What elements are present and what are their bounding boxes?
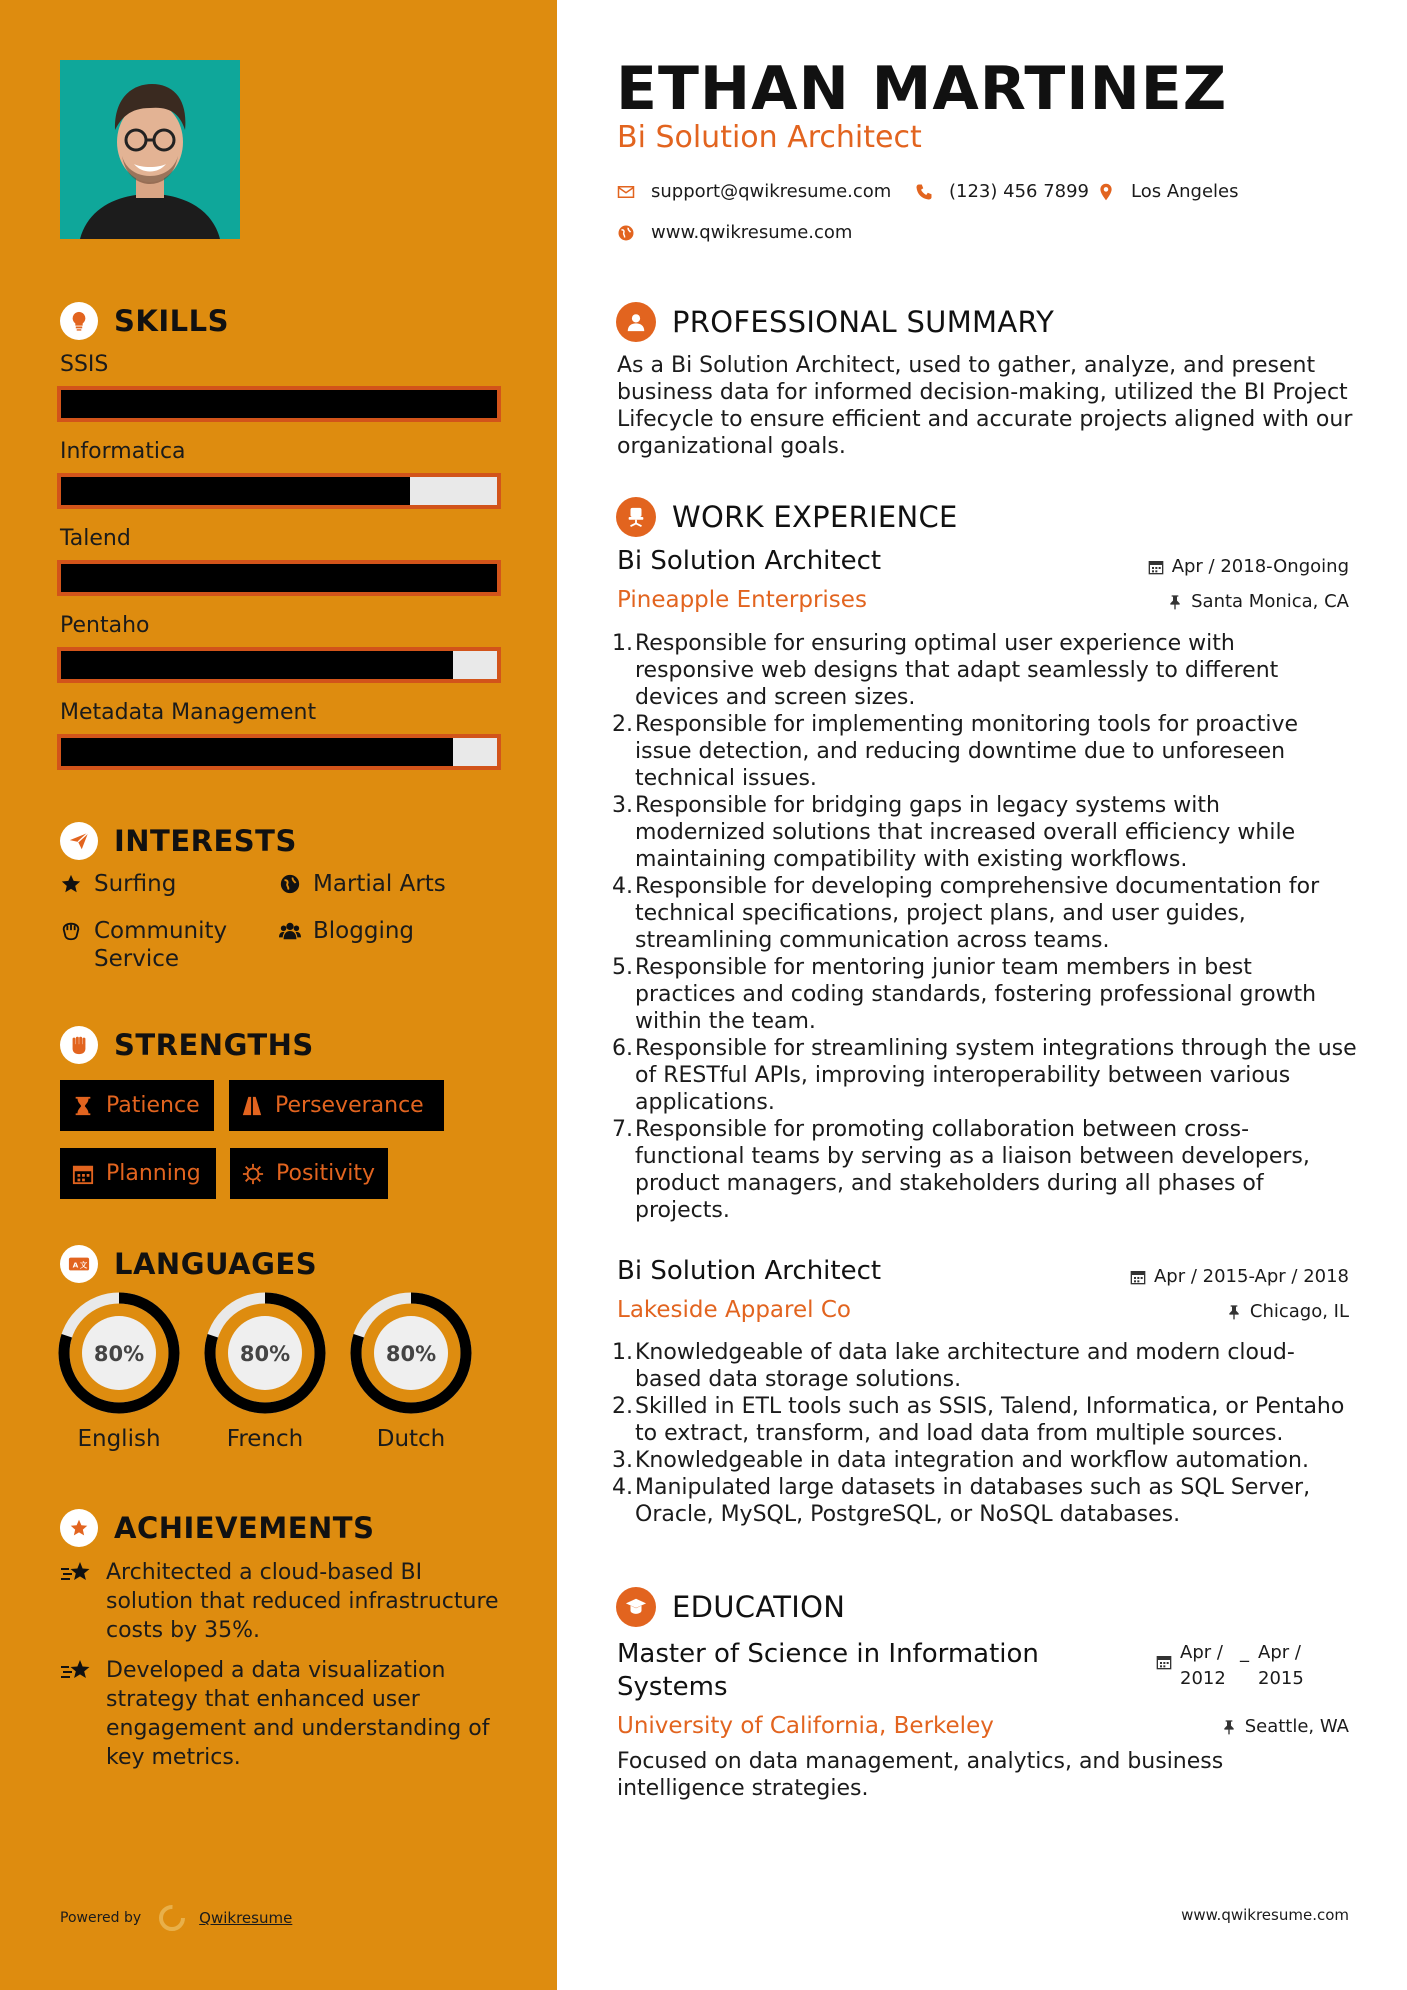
job-responsibilities bbox=[612, 1339, 1357, 1528]
location-text: Los Angeles bbox=[1131, 181, 1239, 202]
skill-bar bbox=[57, 560, 501, 596]
skill-bar-fill bbox=[61, 738, 453, 766]
paper-plane-icon bbox=[60, 822, 98, 860]
degree-title: Master of Science in Information Systems bbox=[617, 1639, 1039, 1702]
list-item-text: Responsible for developing comprehensive documentation for technical specifications, project plans, and user guides, streamlining communication across teams. bbox=[635, 874, 1320, 953]
job-location-text: Santa Monica, CA bbox=[1191, 591, 1349, 612]
contact-email[interactable] bbox=[617, 181, 891, 202]
list-item: 5. Responsible for mentoring junior team members in best practices and coding standards, fostering professional growth within the team. bbox=[612, 954, 1357, 1035]
achievements-heading bbox=[60, 1509, 374, 1547]
contact-website[interactable] bbox=[617, 222, 852, 243]
skills-heading bbox=[60, 302, 229, 340]
interest-item bbox=[60, 870, 176, 898]
powered-by-label: Powered by bbox=[60, 1910, 142, 1926]
road-icon bbox=[241, 1095, 263, 1117]
language-name: Dutch bbox=[376, 1426, 446, 1452]
website-text[interactable]: www.qwikresume.com bbox=[651, 222, 853, 243]
list-item: 1. Responsible for ensuring optimal user experience with responsive web designs that adapt seamlessly to different devices and screen sizes. bbox=[612, 630, 1357, 711]
contact-phone[interactable] bbox=[915, 181, 1089, 202]
pin-icon bbox=[1167, 594, 1183, 610]
interest-label: Surfing bbox=[94, 871, 177, 897]
list-item: 3. Responsible for bridging gaps in legacy systems with modernized solutions that increased overall efficiency while maintaining compatibility with existing workflows. bbox=[612, 792, 1357, 873]
candidate-name: ETHAN MARTINEZ bbox=[616, 54, 1228, 124]
calendar-icon bbox=[1148, 559, 1164, 575]
list-item: 2. Responsible for implementing monitoring tools for proactive issue detection, and reducing downtime due to unforeseen technical issues. bbox=[612, 711, 1357, 792]
list-item: 4. Manipulated large datasets in databases such as SQL Server, Oracle, MySQL, PostgreSQL, or NoSQL databases. bbox=[612, 1474, 1357, 1528]
skill-bar bbox=[57, 473, 501, 509]
education-heading bbox=[616, 1587, 845, 1627]
interest-label: Martial Arts bbox=[313, 871, 446, 897]
sidebar bbox=[0, 0, 557, 1990]
list-item: 3. Knowledgeable in data integration and workflow automation. bbox=[612, 1448, 1309, 1473]
summary-title: PROFESSIONAL SUMMARY bbox=[672, 305, 1055, 339]
education-date-end: Apr / 2015 bbox=[1258, 1642, 1304, 1689]
languages-heading bbox=[60, 1245, 317, 1283]
skill-bar-fill bbox=[61, 651, 453, 679]
strength-label: Perseverance bbox=[275, 1093, 424, 1118]
skill-bar bbox=[57, 734, 501, 770]
contact-location bbox=[1097, 181, 1239, 202]
envelope-icon bbox=[617, 183, 635, 201]
interest-label: Community Service bbox=[94, 918, 228, 972]
map-marker-icon bbox=[1097, 183, 1115, 201]
strength-badge bbox=[229, 1080, 444, 1131]
education-location-text: Seattle, WA bbox=[1244, 1716, 1349, 1737]
list-item-text: Manipulated large datasets in databases such as SQL Server, Oracle, MySQL, PostgreSQL, or NoSQL databases. bbox=[635, 1475, 1311, 1527]
skill-name: Informatica bbox=[60, 439, 186, 464]
language-name: French bbox=[226, 1426, 304, 1452]
list-item-text: Skilled in ETL tools such as SSIS, Talend, Informatica, or Pentaho to extract, transform, and load data from multiple sources. bbox=[635, 1394, 1345, 1446]
users-icon bbox=[279, 920, 301, 942]
job-location bbox=[1167, 591, 1349, 612]
list-item-text: Responsible for streamlining system integrations through the use of RESTful APIs, improving interoperability between various applications. bbox=[635, 1036, 1357, 1115]
education-description: Focused on data management, analytics, and business intelligence strategies. bbox=[617, 1749, 1224, 1801]
experience-title: WORK EXPERIENCE bbox=[672, 500, 958, 534]
list-item: 6. Responsible for streamlining system integrations through the use of RESTful APIs, improving interoperability between various applications. bbox=[612, 1036, 1357, 1115]
list-item-text: Responsible for mentoring junior team members in best practices and coding standards, fostering professional growth within the team. bbox=[635, 955, 1317, 1034]
strength-label: Patience bbox=[106, 1093, 200, 1118]
hand-icon bbox=[60, 920, 82, 942]
language-percent: 80% bbox=[385, 1342, 437, 1366]
pin-icon bbox=[1221, 1719, 1237, 1735]
company-name: Lakeside Apparel Co bbox=[617, 1297, 851, 1323]
globe-icon bbox=[617, 224, 635, 242]
calendar-icon bbox=[1156, 1654, 1172, 1670]
calendar-icon bbox=[72, 1163, 94, 1185]
phone-text[interactable]: (123) 456 7899 bbox=[949, 181, 1090, 202]
achievement-item bbox=[60, 1656, 500, 1772]
trophy-star-icon bbox=[60, 1509, 98, 1547]
email-text[interactable]: support@qwikresume.com bbox=[651, 181, 892, 202]
languages-title: LANGUAGES bbox=[114, 1247, 318, 1281]
sun-icon bbox=[242, 1163, 264, 1185]
skill-name: Metadata Management bbox=[60, 700, 317, 725]
profile-photo bbox=[60, 60, 240, 239]
interests-title: INTERESTS bbox=[114, 824, 297, 858]
achievement-text: Architected a cloud-based BI solution that reduced infrastructure costs by 35%. bbox=[106, 1560, 499, 1643]
interests-heading bbox=[60, 822, 297, 860]
shooting-star-icon bbox=[60, 1560, 92, 1586]
job-responsibilities bbox=[612, 630, 1357, 1224]
summary-text: As a Bi Solution Architect, used to gather, analyze, and present business data for informed decision-making, utilized the BI Project Lifecycle to ensure efficient and accurate projects aligned with our organizational goals. bbox=[617, 353, 1353, 459]
achievement-item bbox=[60, 1558, 500, 1645]
skill-bar bbox=[57, 386, 501, 422]
list-item-text: Responsible for implementing monitoring tools for proactive issue detection, and reducing downtime due to unforeseen technical issues. bbox=[635, 712, 1299, 791]
user-icon bbox=[616, 302, 656, 342]
education-date-start: Apr / 2012 bbox=[1180, 1642, 1226, 1689]
strength-badge bbox=[60, 1148, 216, 1199]
job-dates-text: Apr / 2015-Apr / 2018 bbox=[1153, 1266, 1349, 1287]
job-location bbox=[1226, 1301, 1349, 1322]
interest-label: Blogging bbox=[313, 918, 415, 944]
list-item-text: Responsible for promoting collaboration between cross-functional teams by serving as a liaison between developers, product managers, and stakeholders during all phases of projects. bbox=[635, 1117, 1310, 1223]
education-location bbox=[1221, 1716, 1349, 1737]
interest-item bbox=[279, 870, 446, 898]
language-percent: 80% bbox=[239, 1342, 291, 1366]
experience-heading bbox=[616, 497, 958, 537]
phone-icon bbox=[915, 183, 933, 201]
calendar-icon bbox=[1130, 1269, 1146, 1285]
lightbulb-icon bbox=[60, 302, 98, 340]
job-dates bbox=[1148, 556, 1349, 577]
candidate-role: Bi Solution Architect bbox=[617, 120, 922, 155]
education-title: EDUCATION bbox=[672, 1590, 846, 1624]
powered-by bbox=[60, 1903, 292, 1933]
education-dates: Apr / 2012 _ Apr / 2015 bbox=[1156, 1640, 1318, 1692]
interest-item bbox=[279, 917, 414, 945]
skill-name: Talend bbox=[60, 526, 131, 551]
star-icon bbox=[60, 873, 82, 895]
strength-badge bbox=[60, 1080, 214, 1131]
list-item-text: Responsible for ensuring optimal user experience with responsive web designs that adapt seamlessly to different devices and screen sizes. bbox=[635, 631, 1279, 710]
svg-text:A: A bbox=[72, 1260, 79, 1270]
list-item-text: Knowledgeable in data integration and workflow automation. bbox=[635, 1448, 1309, 1473]
skill-name: Pentaho bbox=[60, 613, 150, 638]
graduation-icon bbox=[616, 1587, 656, 1627]
strengths-heading bbox=[60, 1026, 314, 1064]
hourglass-icon bbox=[72, 1095, 94, 1117]
summary-heading bbox=[616, 302, 1054, 342]
skill-name: SSIS bbox=[60, 352, 109, 377]
job-location-text: Chicago, IL bbox=[1249, 1301, 1349, 1322]
language-ring bbox=[350, 1292, 472, 1414]
skill-bar-fill bbox=[61, 390, 497, 418]
skill-bar-fill bbox=[61, 477, 410, 505]
qwikresume-logo-icon bbox=[157, 1903, 187, 1933]
skills-title: SKILLS bbox=[114, 304, 229, 338]
language-item bbox=[350, 1292, 472, 1452]
language-icon bbox=[60, 1245, 98, 1283]
job-title: Bi Solution Architect bbox=[617, 1256, 882, 1286]
avatar bbox=[60, 60, 240, 239]
language-percent: 80% bbox=[93, 1342, 145, 1366]
strength-badge bbox=[230, 1148, 388, 1199]
strengths-title: STRENGTHS bbox=[114, 1028, 314, 1062]
job-title: Bi Solution Architect bbox=[617, 546, 882, 576]
list-item: 7. Responsible for promoting collaboration between cross-functional teams by serving as a liaison between developers, product managers, and stakeholders during all phases of projects. bbox=[612, 1116, 1357, 1224]
interest-item bbox=[60, 917, 260, 973]
footer-website[interactable]: www.qwikresume.com bbox=[1181, 1906, 1349, 1924]
job-dates-text: Apr / 2018-Ongoing bbox=[1171, 556, 1349, 577]
strength-label: Positivity bbox=[276, 1161, 376, 1186]
school-name: University of California, Berkeley bbox=[617, 1713, 994, 1739]
company-name: Pineapple Enterprises bbox=[617, 587, 867, 613]
pin-icon bbox=[1226, 1304, 1242, 1320]
list-item: 1. Knowledgeable of data lake architecture and modern cloud-based data storage solutions. bbox=[612, 1339, 1357, 1393]
fist-icon bbox=[60, 1026, 98, 1064]
language-ring bbox=[58, 1292, 180, 1414]
skill-bar bbox=[57, 647, 501, 683]
office-chair-icon bbox=[616, 497, 656, 537]
skill-bar-fill bbox=[61, 564, 497, 592]
shooting-star-icon bbox=[60, 1658, 92, 1684]
language-name: English bbox=[77, 1426, 161, 1452]
list-item-text: Responsible for bridging gaps in legacy systems with modernized solutions that increased overall efficiency while maintaining compatibility with existing workflows. bbox=[635, 793, 1296, 872]
achievements-title: ACHIEVEMENTS bbox=[114, 1511, 375, 1545]
language-item bbox=[58, 1292, 180, 1452]
language-item bbox=[204, 1292, 326, 1452]
list-item-text: Knowledgeable of data lake architecture and modern cloud-based data storage solutions. bbox=[635, 1340, 1295, 1392]
powered-by-link[interactable]: Qwikresume bbox=[199, 1909, 293, 1927]
list-item: 2. Skilled in ETL tools such as SSIS, Talend, Informatica, or Pentaho to extract, transform, and load data from multiple sources. bbox=[612, 1393, 1357, 1447]
job-dates bbox=[1130, 1266, 1349, 1287]
strength-label: Planning bbox=[106, 1161, 201, 1186]
list-item: 4. Responsible for developing comprehensive documentation for technical specifications, project plans, and user guides, streamlining communication across teams. bbox=[612, 873, 1357, 954]
achievement-text: Developed a data visualization strategy that enhanced user engagement and understanding of key metrics. bbox=[106, 1658, 490, 1770]
svg-text:文: 文 bbox=[79, 1260, 88, 1270]
language-ring bbox=[204, 1292, 326, 1414]
globe-icon bbox=[279, 873, 301, 895]
